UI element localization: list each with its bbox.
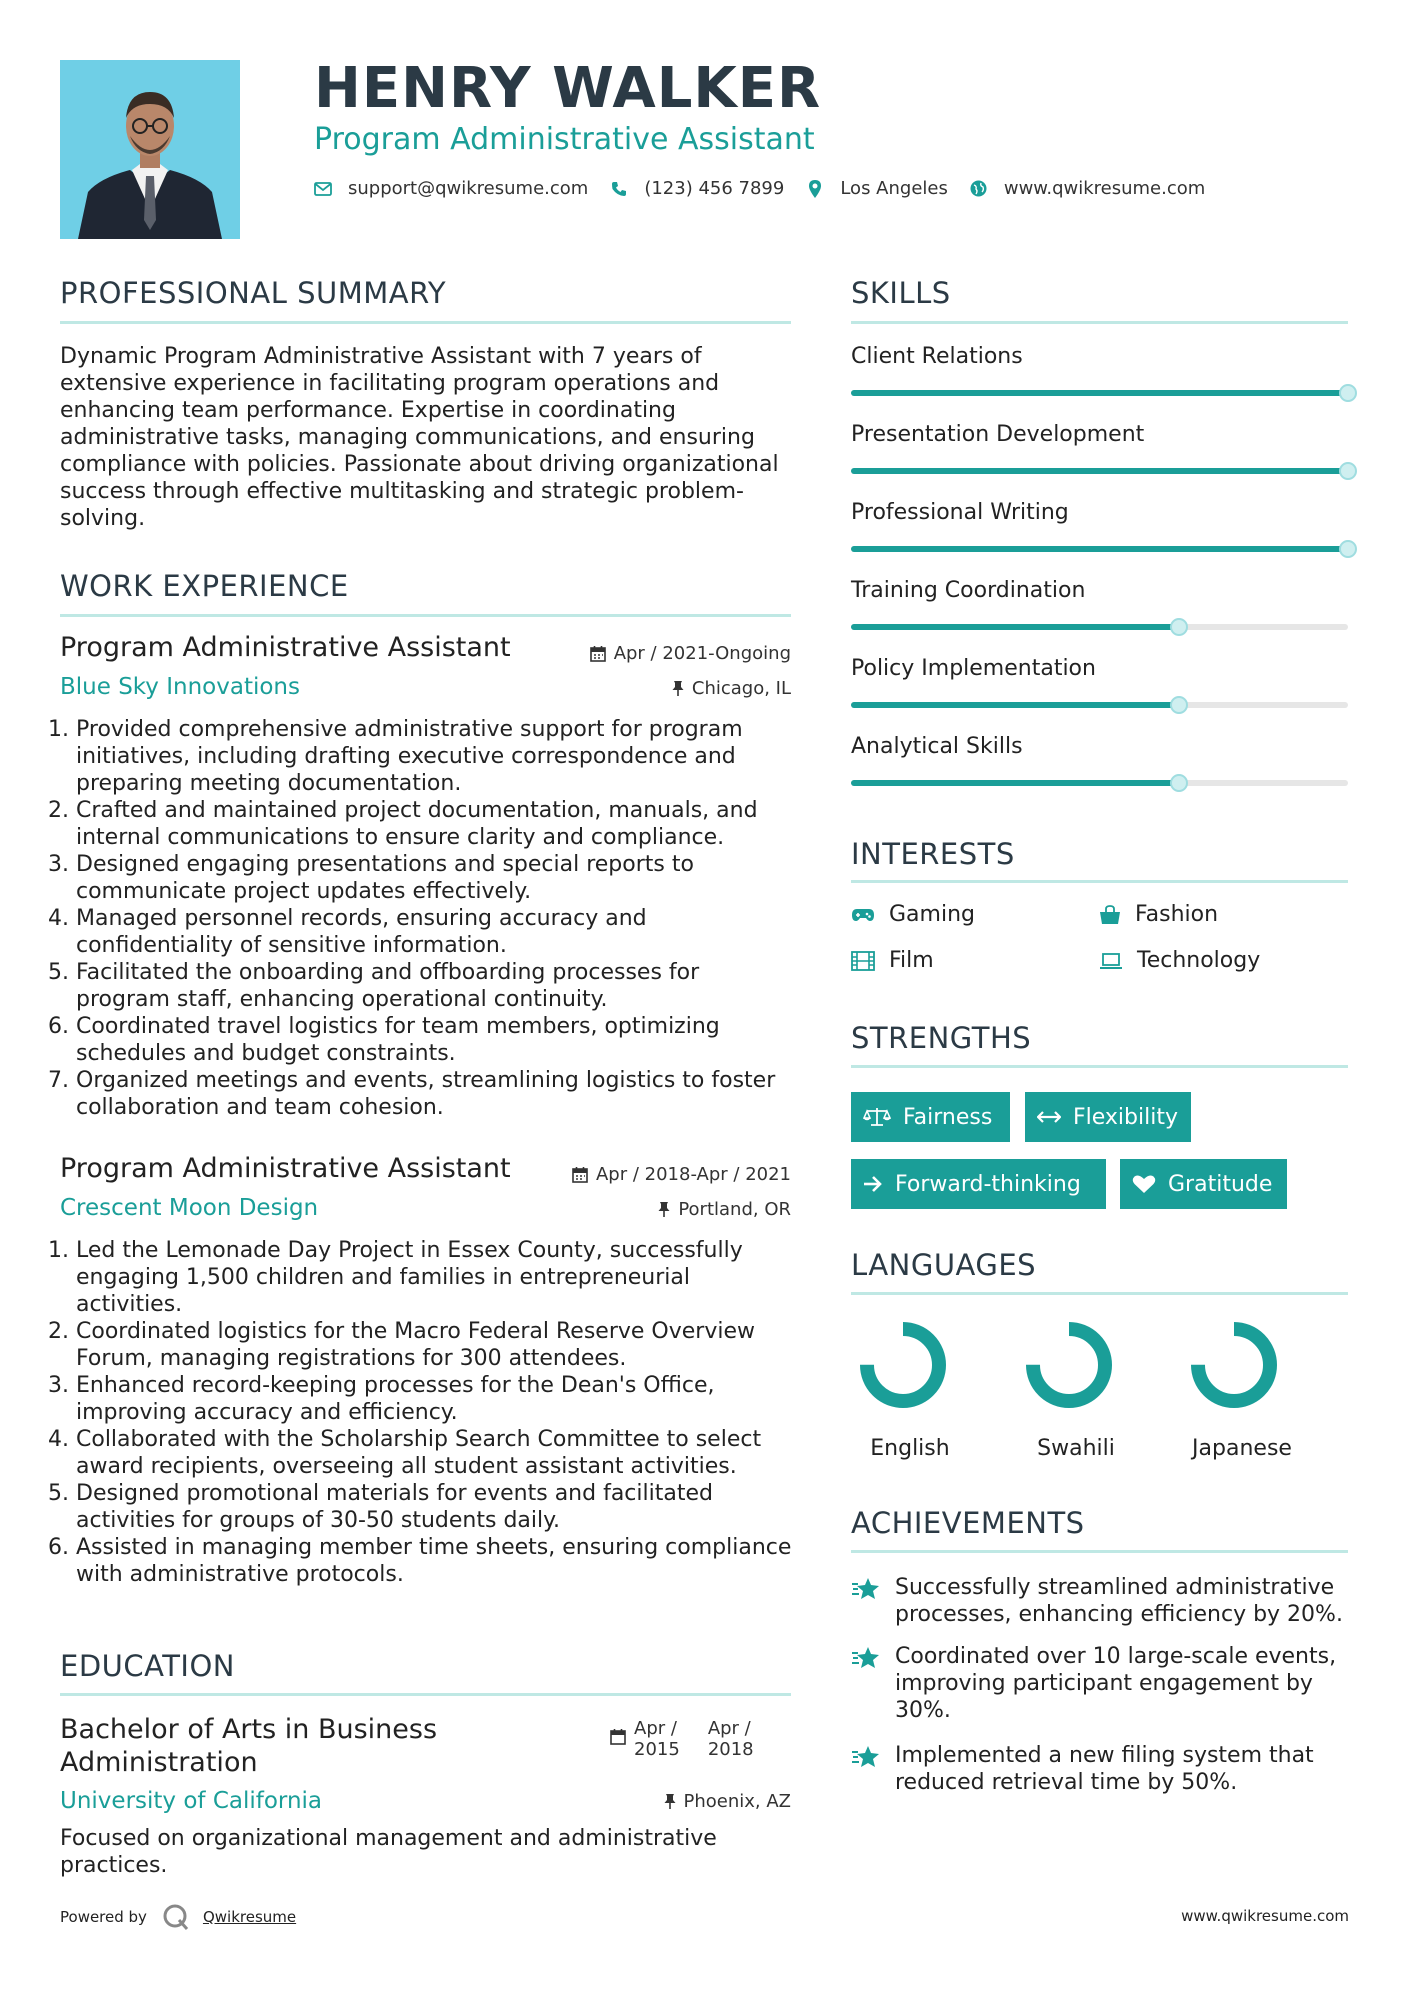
- list-item: 4. Collaborated with the Scholarship Search Committee to select award recipients, overseeing all student assistant activities.: [76, 1426, 792, 1480]
- interest-label: Gaming: [889, 902, 975, 927]
- website-text: www.qwikresume.com: [1003, 178, 1206, 199]
- email-text: support@qwikresume.com: [348, 178, 589, 199]
- education-location-text: Phoenix, AZ: [683, 1791, 791, 1812]
- job-title: Program Administrative Assistant: [60, 632, 511, 663]
- degree-line-1: Bachelor of Arts in Business: [60, 1714, 438, 1745]
- degree-line-2: Administration: [60, 1747, 258, 1778]
- skill-bar-fill: [851, 468, 1348, 474]
- skill-bar: [851, 780, 1348, 786]
- job-location: [672, 678, 791, 699]
- list-item: 2. Coordinated logistics for the Macro Federal Reserve Overview Forum, managing registrations for 300 attendees.: [76, 1318, 792, 1372]
- edu-start-month: Apr /: [634, 1718, 677, 1739]
- language-label: Japanese: [1192, 1436, 1292, 1461]
- footer-powered-by: [60, 1902, 296, 1932]
- interest-item: [1099, 902, 1218, 927]
- list-item: 5. Facilitated the onboarding and offboarding processes for program staff, enhancing operational continuity.: [76, 959, 792, 1013]
- interest-item: [851, 948, 934, 973]
- skill-bar-knob: [1170, 774, 1188, 792]
- contact-bar: [314, 178, 1227, 199]
- pushpin-icon: [658, 1201, 670, 1218]
- language-label: English: [870, 1436, 950, 1461]
- list-item: 4. Managed personnel records, ensuring accuracy and confidentiality of sensitive information.: [76, 905, 792, 959]
- summary-rule: [60, 321, 791, 324]
- strength-label: Fairness: [903, 1104, 993, 1130]
- skill-label: Training Coordination: [851, 578, 1086, 603]
- language-ring: [858, 1320, 948, 1410]
- skill-bar-knob: [1339, 384, 1357, 402]
- interest-item: [1099, 948, 1260, 973]
- interest-label: Fashion: [1135, 902, 1219, 927]
- skill-bar: [851, 624, 1348, 630]
- achievement-text: Successfully streamlined administrative processes, enhancing efficiency by 20%.: [895, 1575, 1343, 1627]
- experience-rule: [60, 614, 791, 617]
- achievements-heading: ACHIEVEMENTS: [851, 1506, 1085, 1540]
- edu-end-month: Apr /: [707, 1718, 751, 1739]
- skill-bar-fill: [851, 702, 1179, 708]
- contact-website[interactable]: [970, 178, 1205, 199]
- list-item: 3. Enhanced record-keeping processes for the Dean's Office, improving accuracy and efficiency.: [76, 1372, 792, 1426]
- strength-badge: [851, 1159, 1106, 1209]
- summary-heading: PROFESSIONAL SUMMARY: [60, 276, 447, 310]
- education-dates: [610, 1718, 754, 1760]
- arrows-horizontal-icon: [1037, 1110, 1061, 1124]
- calendar-icon: [610, 1728, 626, 1745]
- skill-bar-fill: [851, 390, 1348, 396]
- skill-label: Client Relations: [851, 344, 1023, 369]
- candidate-title: Program Administrative Assistant: [314, 122, 815, 157]
- list-item: 6. Assisted in managing member time sheets, ensuring compliance with administrative protocols.: [76, 1534, 792, 1588]
- contact-phone[interactable]: [610, 178, 784, 199]
- job-dates: [590, 643, 791, 664]
- interest-item: [851, 902, 975, 927]
- education-description: Focused on organizational management and administrative practices.: [60, 1826, 717, 1878]
- skill-bar: [851, 390, 1348, 396]
- brand-link[interactable]: Qwikresume: [202, 1908, 297, 1926]
- calendar-icon: [572, 1166, 588, 1183]
- envelope-icon: [314, 180, 332, 198]
- skill-label: Analytical Skills: [851, 734, 1023, 759]
- job-location: [658, 1199, 791, 1220]
- heart-icon: [1132, 1174, 1156, 1194]
- language-ring: [1189, 1320, 1279, 1410]
- candidate-name: HENRY WALKER: [314, 56, 822, 121]
- language-ring: [1024, 1320, 1114, 1410]
- skills-rule: [851, 321, 1348, 324]
- achievement-item: [851, 1574, 1351, 1628]
- interests-rule: [851, 880, 1348, 883]
- pushpin-icon: [672, 680, 684, 697]
- skills-heading: SKILLS: [851, 276, 951, 310]
- powered-by-text: Powered by: [60, 1908, 147, 1926]
- strength-label: Forward-thinking: [895, 1171, 1081, 1197]
- skill-bar: [851, 702, 1348, 708]
- globe-icon: [970, 180, 988, 198]
- language-label: Swahili: [1037, 1436, 1115, 1461]
- edu-start-year: 2015: [634, 1739, 680, 1760]
- skill-bar: [851, 468, 1348, 474]
- skill-bar-knob: [1170, 618, 1188, 636]
- list-item: 7. Organized meetings and events, streamlining logistics to foster collaboration and team cohesion.: [76, 1067, 792, 1121]
- footer-url[interactable]: www.qwikresume.com: [1181, 1907, 1349, 1925]
- job-bullets: [50, 716, 792, 1121]
- skill-label: Policy Implementation: [851, 656, 1096, 681]
- list-item: 3. Designed engaging presentations and special reports to communicate project updates effectively.: [76, 851, 792, 905]
- star-badge-icon: [851, 1645, 881, 1671]
- job-company: Blue Sky Innovations: [60, 674, 300, 700]
- list-item: 1. Provided comprehensive administrative support for program initiatives, including drafting executive correspondence and preparing meeting documentation.: [76, 716, 792, 797]
- job-company: Crescent Moon Design: [60, 1195, 319, 1221]
- list-item: 1. Led the Lemonade Day Project in Essex County, successfully engaging 1,500 children and families in entrepreneurial activities.: [76, 1237, 792, 1318]
- school-name: University of California: [60, 1788, 323, 1814]
- skill-bar-knob: [1170, 696, 1188, 714]
- skill-bar-fill: [851, 546, 1348, 552]
- achievement-item: [851, 1643, 1351, 1724]
- job-dates-text: Apr / 2021-Ongoing: [613, 643, 791, 664]
- list-item: 5. Designed promotional materials for events and facilitated activities for groups of 30-50 students daily.: [76, 1480, 792, 1534]
- education-heading: EDUCATION: [60, 1649, 236, 1683]
- job-dates-text: Apr / 2018-Apr / 2021: [595, 1164, 791, 1185]
- job-bullets: [50, 1237, 792, 1588]
- job-dates: [572, 1164, 791, 1185]
- job-location-text: Portland, OR: [678, 1199, 791, 1220]
- strengths-rule: [851, 1065, 1348, 1068]
- interest-label: Film: [889, 948, 934, 973]
- qwikresume-logo-icon: [161, 1902, 191, 1932]
- strength-label: Flexibility: [1073, 1104, 1178, 1130]
- skill-label: Professional Writing: [851, 500, 1069, 525]
- interest-label: Technology: [1137, 948, 1261, 973]
- skill-bar-fill: [851, 624, 1179, 630]
- skill-bar-fill: [851, 780, 1179, 786]
- location-text: Los Angeles: [840, 178, 948, 199]
- list-item: 2. Crafted and maintained project documentation, manuals, and internal communications to ensure clarity and compliance.: [76, 797, 792, 851]
- education-rule: [60, 1693, 791, 1696]
- education-location: [664, 1791, 792, 1812]
- skill-bar-knob: [1339, 540, 1357, 558]
- strength-badge: [851, 1092, 1010, 1142]
- star-badge-icon: [851, 1744, 881, 1770]
- contact-location: [806, 178, 948, 199]
- skill-bar-knob: [1339, 462, 1357, 480]
- film-icon: [851, 951, 875, 971]
- languages-rule: [851, 1292, 1348, 1295]
- map-marker-icon: [806, 180, 824, 198]
- strengths-heading: STRENGTHS: [851, 1021, 1032, 1055]
- skill-bar: [851, 546, 1348, 552]
- achievement-text: Implemented a new filing system that reduced retrieval time by 50%.: [895, 1743, 1314, 1795]
- strength-badge: [1120, 1159, 1287, 1209]
- achievement-item: [851, 1742, 1351, 1796]
- gamepad-icon: [851, 907, 875, 923]
- calendar-icon: [590, 645, 606, 662]
- edu-end-year: 2018: [707, 1739, 754, 1760]
- languages-heading: LANGUAGES: [851, 1248, 1037, 1282]
- summary-text: Dynamic Program Administrative Assistant with 7 years of extensive experience in facilitating program operations and enhancing team performance. Expertise in coordinating administrative tasks, managing communications, and ensuring compliance with policies. Passionate about driving organizational success through effective multitasking and strategic problem-solving.: [60, 344, 779, 531]
- contact-email[interactable]: [314, 178, 588, 199]
- arrow-right-icon: [863, 1175, 883, 1193]
- laptop-icon: [1099, 952, 1123, 970]
- profile-photo: [60, 60, 240, 239]
- phone-icon: [610, 180, 628, 198]
- skill-label: Presentation Development: [851, 422, 1145, 447]
- list-item: 6. Coordinated travel logistics for team members, optimizing schedules and budget constraints.: [76, 1013, 792, 1067]
- strength-badge: [1025, 1092, 1191, 1142]
- balance-scale-icon: [863, 1107, 891, 1127]
- pushpin-icon: [664, 1793, 676, 1810]
- job-location-text: Chicago, IL: [691, 678, 791, 699]
- shopping-bag-icon: [1099, 905, 1121, 925]
- achievements-rule: [851, 1550, 1348, 1553]
- strength-label: Gratitude: [1168, 1171, 1273, 1197]
- achievement-text: Coordinated over 10 large-scale events, improving participant engagement by 30%.: [895, 1644, 1337, 1723]
- job-title: Program Administrative Assistant: [60, 1153, 511, 1184]
- experience-heading: WORK EXPERIENCE: [60, 569, 349, 603]
- star-badge-icon: [851, 1576, 881, 1602]
- interests-heading: INTERESTS: [851, 837, 1015, 871]
- phone-text: (123) 456 7899: [644, 178, 785, 199]
